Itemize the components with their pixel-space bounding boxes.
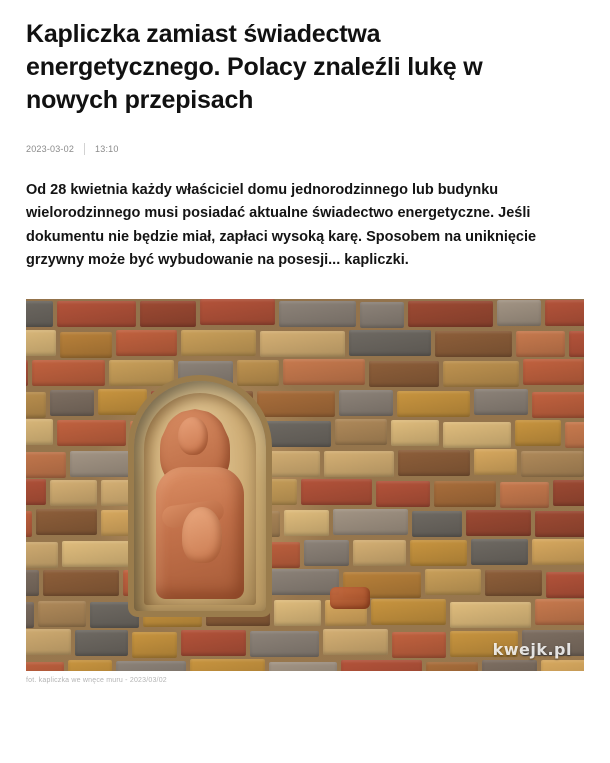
brick [450, 602, 531, 628]
brick [425, 569, 481, 595]
brick [32, 360, 105, 386]
brick [43, 570, 119, 596]
brick-row [26, 329, 584, 359]
brick [532, 392, 584, 418]
article-meta [26, 143, 584, 155]
brick [57, 301, 136, 327]
brick-row [26, 389, 584, 419]
brick [521, 451, 584, 477]
brick [279, 301, 356, 327]
brick [410, 540, 467, 566]
brick [70, 451, 143, 477]
brick [371, 599, 446, 625]
brick [541, 660, 584, 671]
brick [471, 539, 528, 565]
brick [515, 420, 561, 446]
brick [391, 420, 439, 446]
brick [26, 330, 56, 356]
brick [116, 661, 186, 671]
brick [369, 361, 439, 387]
photo-canvas [26, 299, 584, 671]
watermark-label: kwejk.pl [492, 639, 572, 659]
brick [412, 511, 462, 537]
brick [90, 602, 139, 628]
brick [26, 602, 34, 628]
brick [565, 422, 584, 448]
niche-interior [144, 393, 256, 605]
statue-child [182, 507, 222, 563]
brick [250, 631, 319, 657]
brick [26, 452, 66, 478]
brick [466, 510, 531, 536]
brick [341, 660, 422, 671]
brick [26, 629, 71, 655]
brick [546, 572, 584, 598]
brick [140, 301, 196, 327]
brick [339, 390, 393, 416]
brick [349, 330, 431, 356]
brick [274, 600, 321, 626]
brick [323, 629, 388, 655]
brick [398, 450, 470, 476]
brick [26, 570, 39, 596]
brick [545, 300, 584, 326]
brick-row [26, 449, 584, 479]
brick [237, 360, 279, 386]
brick [474, 389, 528, 415]
brick [116, 330, 177, 356]
brick [474, 449, 517, 475]
brick-row [26, 659, 584, 671]
wall-niche [134, 381, 266, 611]
brick [324, 451, 394, 477]
brick [36, 509, 97, 535]
image-caption: fot. kapliczka we wnęce muru - 2023/03/02 [26, 676, 167, 684]
brick [62, 541, 137, 567]
article-lead: Od 28 kwietnia każdy właściciel domu jednorodzinnego lub budynku wielorodzinnego musi posiadać aktualne świadectwo energetyczne. Jeśli dokumentu nie będzie miał, zapłaci wysoką karę. Sposobem na uniknięcie grzywny może być wybudowanie na posesji... kapliczki. [26, 182, 537, 269]
brick [443, 361, 519, 387]
publish-date: 2023-03-02 [26, 144, 75, 154]
brick [38, 601, 86, 627]
brick [26, 392, 46, 418]
brick [260, 331, 345, 357]
brick [443, 422, 511, 448]
brick-row [26, 419, 584, 449]
brick [376, 481, 430, 507]
brick [482, 660, 537, 671]
brick [269, 662, 337, 671]
brick [397, 391, 470, 417]
brick-row [26, 299, 584, 329]
brick [426, 662, 478, 671]
brick-row [26, 479, 584, 509]
brick [200, 299, 275, 325]
brick [257, 391, 335, 417]
brick [532, 539, 584, 565]
brick [26, 511, 32, 537]
brick-row [26, 599, 584, 629]
brick [190, 659, 265, 671]
brick [98, 389, 147, 415]
brick [553, 480, 584, 506]
brick-wall [26, 299, 584, 671]
brick [360, 302, 404, 328]
brick [26, 301, 53, 327]
brick [500, 482, 549, 508]
brick [434, 481, 496, 507]
brick [26, 360, 28, 386]
brick [26, 662, 64, 671]
brick [535, 599, 584, 625]
brick [50, 390, 94, 416]
madonna-statue [152, 411, 248, 601]
brick [304, 540, 349, 566]
brick [75, 630, 128, 656]
brick-row [26, 359, 584, 389]
article-container [0, 18, 610, 684]
brick [435, 331, 512, 357]
brick [569, 331, 584, 357]
brick [181, 330, 256, 356]
publish-time: 13:10 [95, 144, 119, 154]
brick [60, 332, 112, 358]
brick [301, 479, 372, 505]
brick [516, 331, 565, 357]
brick-row [26, 509, 584, 539]
brick-row [26, 569, 584, 599]
brick [284, 510, 329, 536]
brick [523, 359, 584, 385]
brick [26, 542, 58, 568]
brick [181, 630, 246, 656]
brick [68, 660, 112, 671]
brick [392, 632, 446, 658]
brick [485, 570, 542, 596]
article-image [26, 299, 584, 671]
brick-row [26, 539, 584, 569]
brick [497, 300, 541, 326]
brick [132, 632, 177, 658]
brick [283, 359, 365, 385]
brick [26, 479, 46, 505]
brick [109, 360, 174, 386]
brick [333, 509, 408, 535]
brick [535, 511, 584, 537]
brick [50, 480, 97, 506]
brick-relief-detail [330, 587, 370, 609]
page-title: Kapliczka zamiast świadectwa energetycznego. Polacy znaleźli lukę w nowych przepisach [26, 20, 483, 114]
brick [57, 420, 126, 446]
brick [26, 419, 53, 445]
brick [335, 419, 387, 445]
statue-head [178, 417, 208, 455]
brick [268, 569, 339, 595]
brick [408, 301, 493, 327]
brick [353, 540, 406, 566]
